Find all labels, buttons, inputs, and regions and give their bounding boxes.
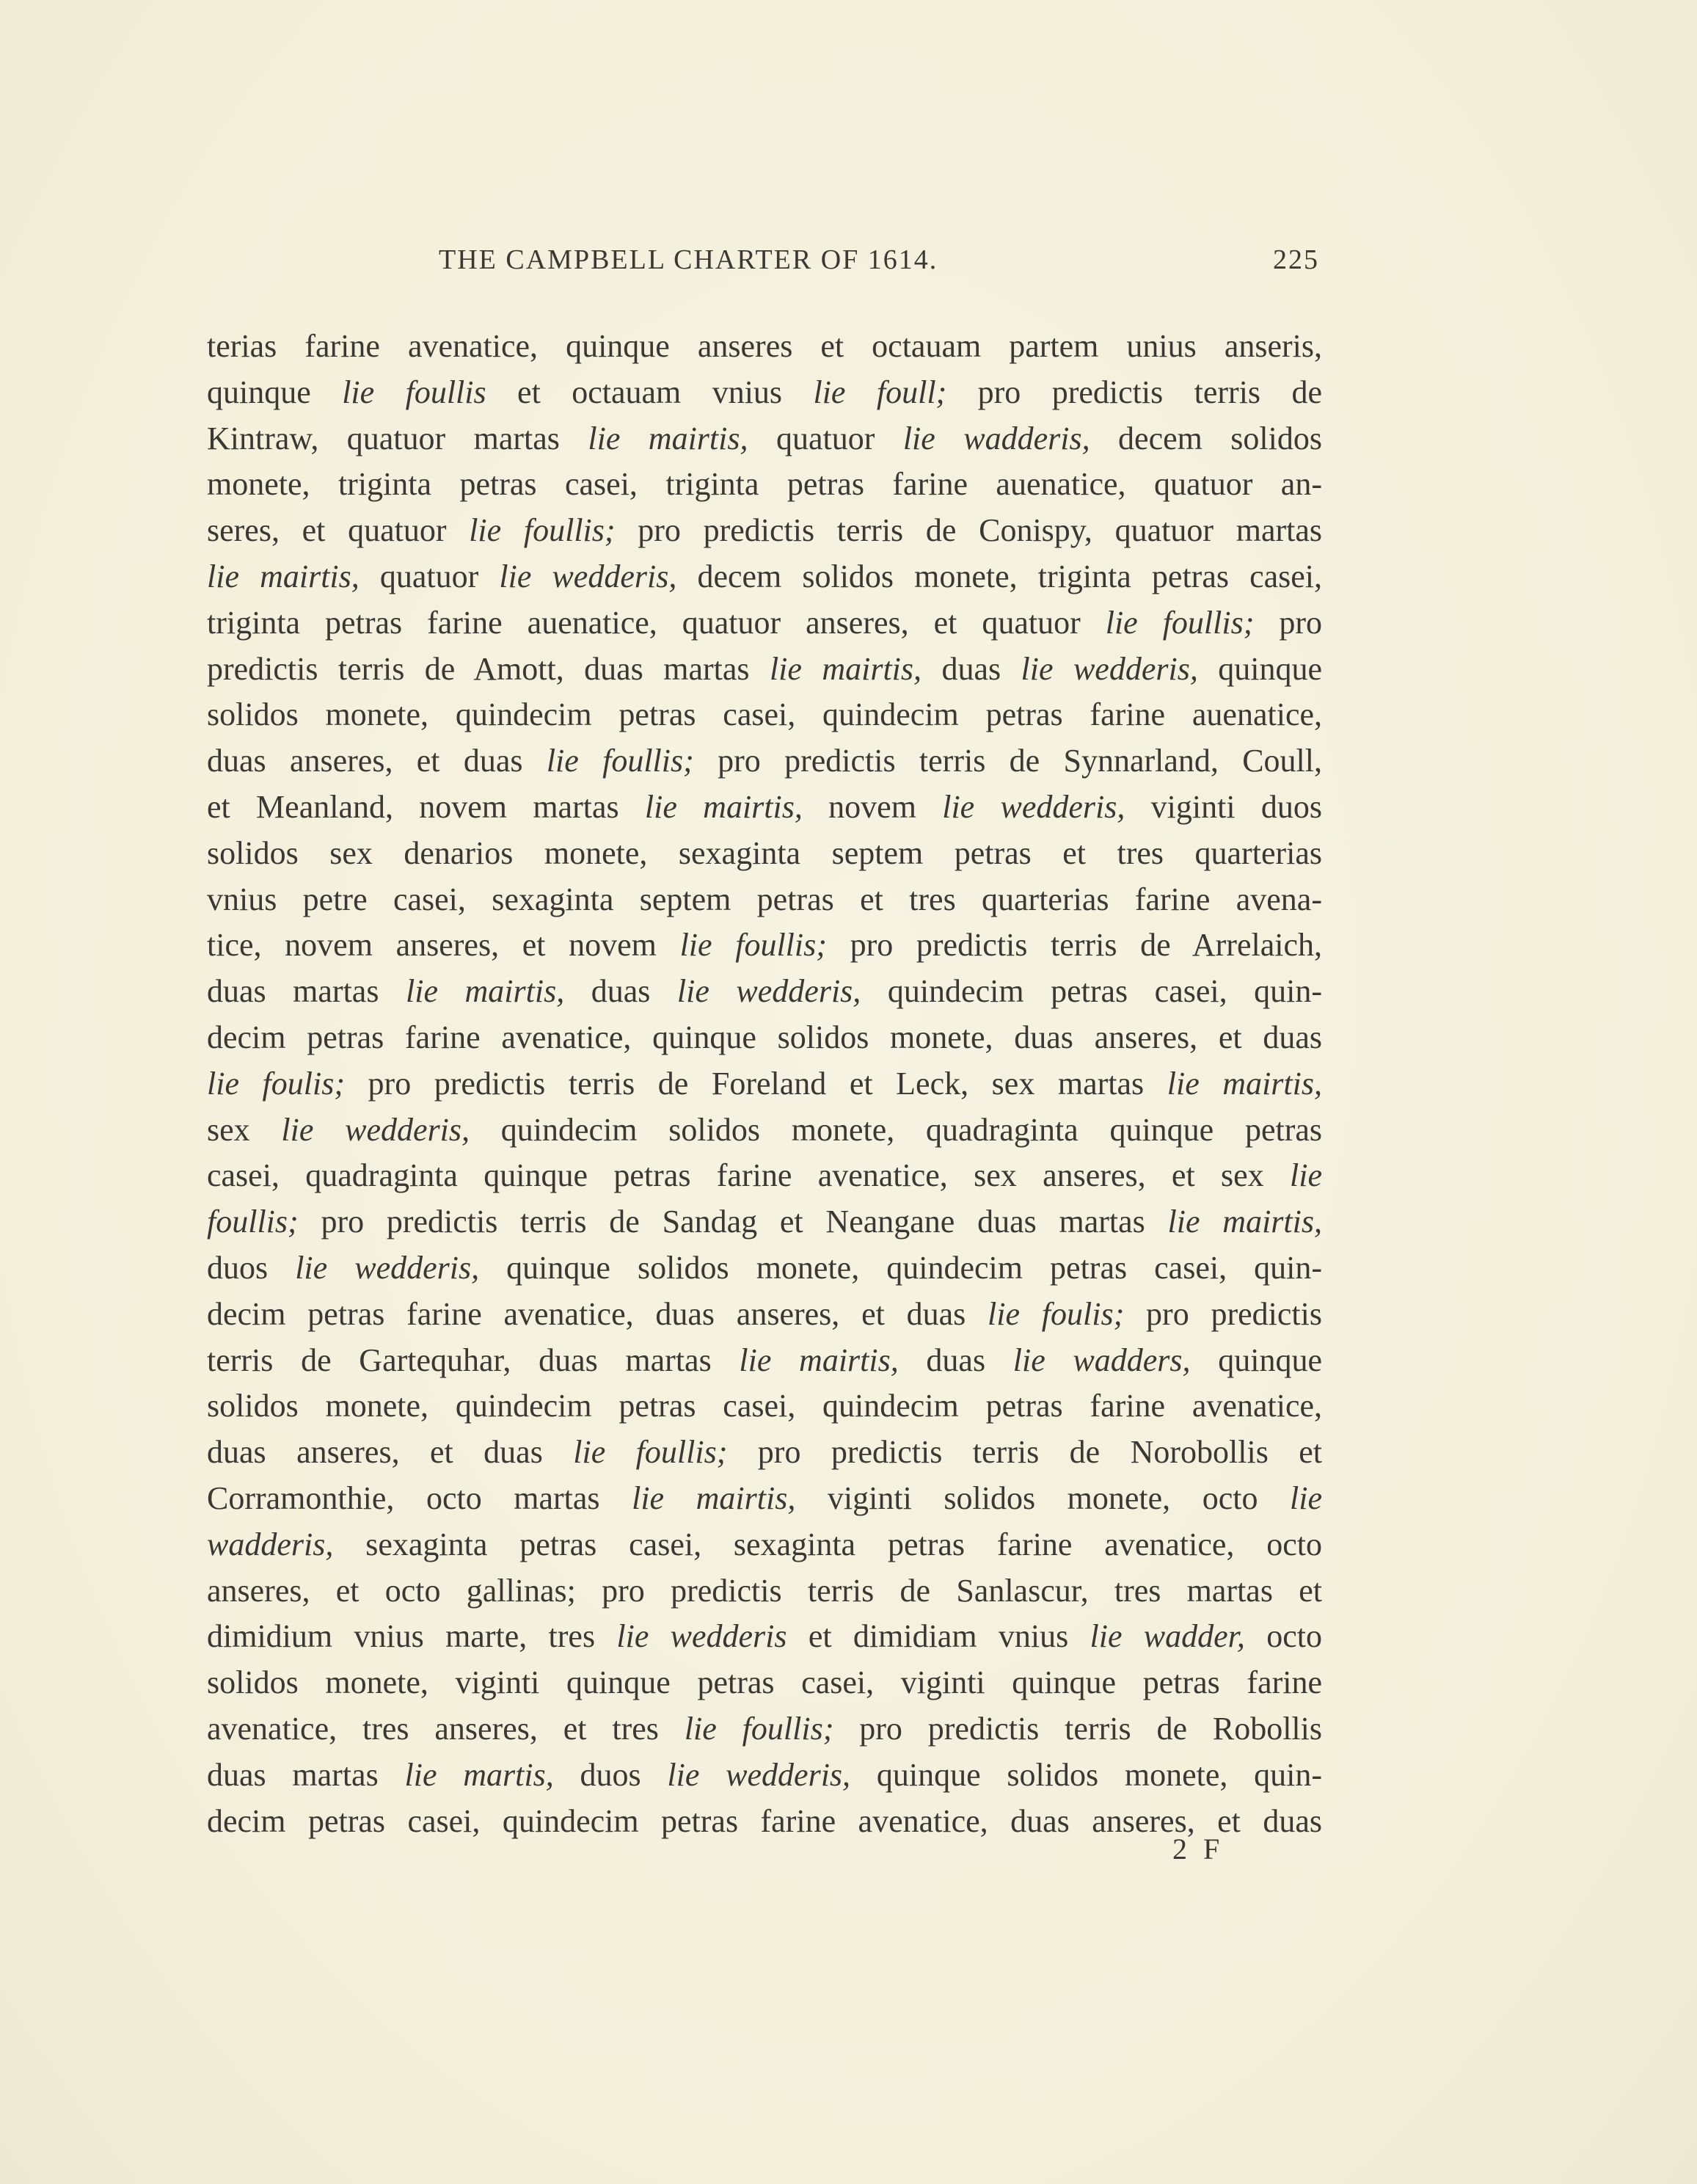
text-line: solidos monete, viginti quinque petras casei, viginti quinque petras farine — [207, 1664, 1322, 1701]
text-line: Corramonthie, octo martas lie mairtis, viginti solidos monete, octo lie — [207, 1479, 1323, 1516]
text-line: decim petras farine avenatice, duas anseres, et duas lie foulis; pro predictis — [207, 1295, 1322, 1332]
text-line: et Meanland, novem martas lie mairtis, novem lie wedderis, viginti duos — [207, 788, 1322, 825]
body-text — [207, 324, 1322, 1844]
page-number: 225 — [1273, 244, 1319, 275]
text-line: casei, quadraginta quinque petras farine avenatice, sex anseres, et sex lie — [207, 1157, 1322, 1194]
text-line: seres, et quatuor lie foullis; pro predictis terris de Conispy, quatuor martas — [207, 512, 1323, 549]
text-line: terris de Gartequhar, duas martas lie mairtis, duas lie wadders, quinque — [207, 1342, 1322, 1378]
running-head — [439, 238, 1319, 282]
text-line: Kintraw, quatuor martas lie mairtis, quatuor lie wadderis, decem solidos — [207, 420, 1323, 456]
text-line: foullis; pro predictis terris de Sandag et Neangane duas martas lie mairtis, — [207, 1204, 1322, 1240]
text-line: wadderis, sexaginta petras casei, sexaginta petras farine avenatice, octo — [207, 1526, 1322, 1562]
text-line: terias farine avenatice, quinque anseres et octauam partem unius anseris, — [207, 328, 1322, 364]
text-line: tice, novem anseres, et novem lie foullis; pro predictis terris de Arrelaich, — [207, 927, 1323, 964]
text-line: dimidium vnius marte, tres lie wedderis et dimidiam vnius lie wadder, octo — [207, 1618, 1322, 1655]
text-line: duas anseres, et duas lie foullis; pro predictis terris de Synnarland, Coull, — [207, 743, 1322, 779]
text-line: solidos monete, quindecim petras casei, quindecim petras farine auenatice, — [207, 696, 1322, 733]
text-line: solidos sex denarios monete, sexaginta septem petras et tres quarterias — [207, 834, 1322, 871]
text-line: solidos monete, quindecim petras casei, quindecim petras farine avenatice, — [207, 1388, 1322, 1424]
text-line: triginta petras farine auenatice, quatuor anseres, et quatuor lie foullis; pro — [207, 604, 1323, 641]
text-line: avenatice, tres anseres, et tres lie foullis; pro predictis terris de Robollis — [207, 1710, 1323, 1747]
text-line: lie foulis; pro predictis terris de Foreland et Leck, sex martas lie mairtis, — [207, 1065, 1322, 1102]
signature-mark: 2 F — [1172, 1832, 1225, 1866]
text-line: vnius petre casei, sexaginta septem petras et tres quarterias farine avena- — [207, 881, 1322, 917]
text-line: predictis terris de Amott, duas martas lie mairtis, duas lie wedderis, quinque — [207, 650, 1323, 687]
text-line: duas martas lie martis, duos lie wedderis, quinque solidos monete, quin- — [207, 1756, 1323, 1793]
text-line: duas anseres, et duas lie foullis; pro predictis terris de Norobollis et — [207, 1434, 1323, 1471]
text-line: anseres, et octo gallinas; pro predictis terris de Sanlascur, tres martas et — [207, 1572, 1322, 1609]
text-line: monete, triginta petras casei, triginta petras farine auenatice, quatuor an- — [207, 466, 1322, 503]
text-line: quinque lie foullis et octauam vnius lie foull; pro predictis terris de — [207, 374, 1322, 410]
text-line: decim petras farine avenatice, quinque solidos monete, duas anseres, et duas — [207, 1019, 1322, 1055]
text-line: duas martas lie mairtis, duas lie wedderis, quindecim petras casei, quin- — [207, 973, 1323, 1010]
text-line: sex lie wedderis, quindecim solidos monete, quadraginta quinque petras — [207, 1111, 1323, 1148]
running-title: THE CAMPBELL CHARTER OF 1614. — [439, 244, 938, 275]
text-line: decim petras casei, quindecim petras farine avenatice, duas anseres, et duas — [207, 1802, 1322, 1839]
text-line: duos lie wedderis, quinque solidos monete, quindecim petras casei, quin- — [207, 1249, 1323, 1286]
text-line: lie mairtis, quatuor lie wedderis, decem solidos monete, triginta petras casei, — [207, 558, 1323, 594]
